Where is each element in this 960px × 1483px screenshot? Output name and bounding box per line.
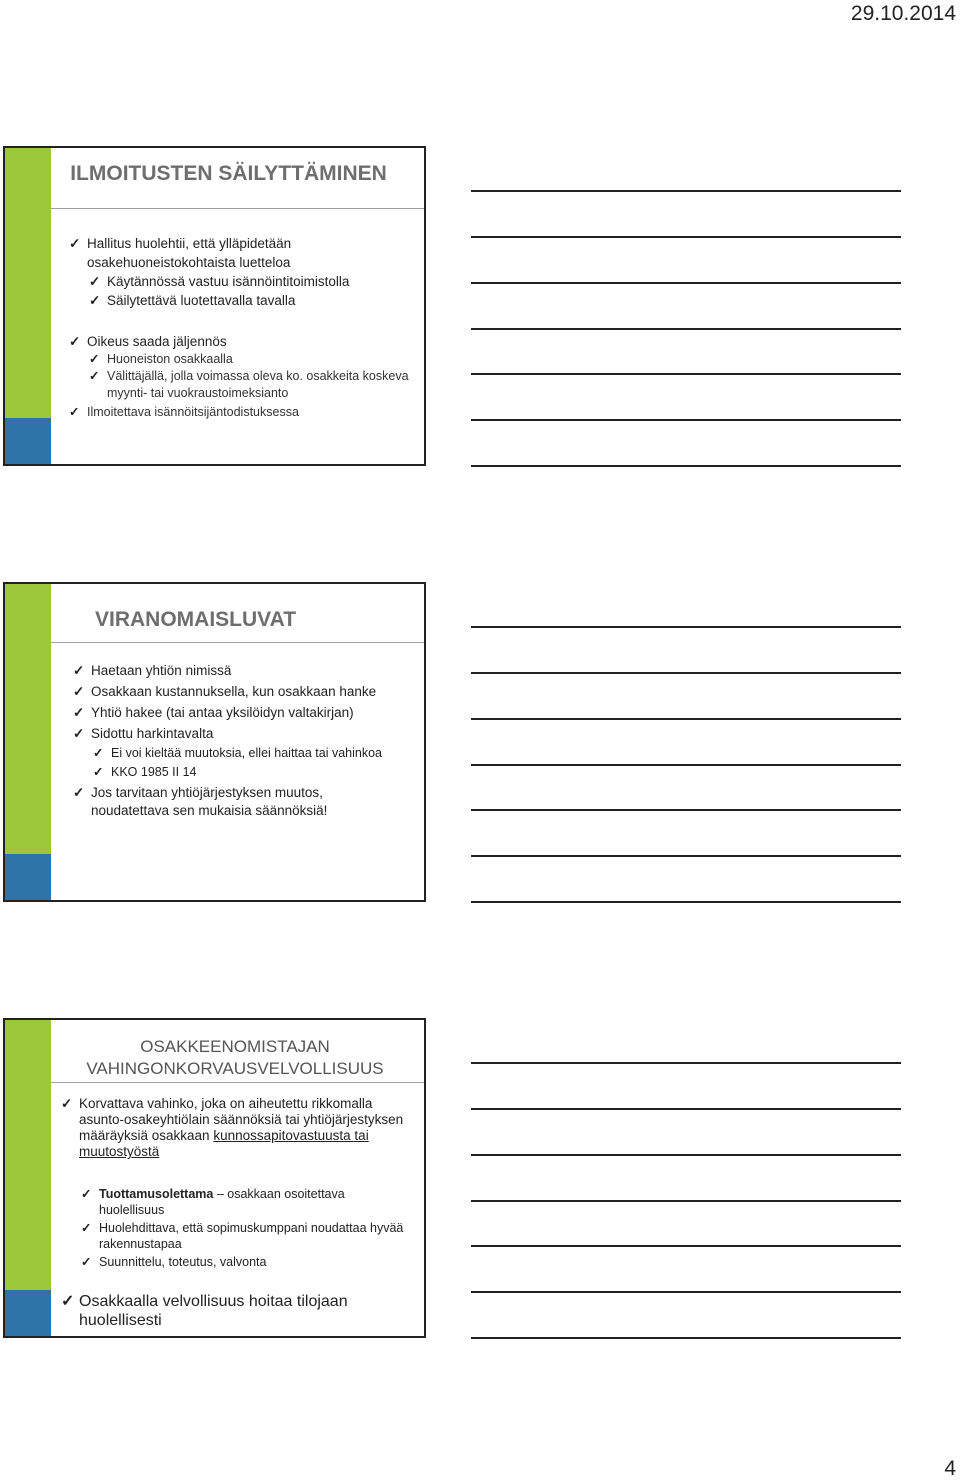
slide-title: OSAKKEENOMISTAJAN VAHINGONKORVAUSVELVOLLISUUS bbox=[86, 1037, 384, 1078]
slide-title: VIRANOMAISLUVAT bbox=[95, 608, 297, 631]
title-underline bbox=[51, 642, 426, 643]
note-line bbox=[471, 465, 901, 467]
bullet-item: ✓ Jos tarvitaan yhtiöjärjestyksen muutos, noudatettava sen mukaisia säännöksiä! bbox=[73, 784, 393, 820]
note-line bbox=[471, 328, 901, 330]
emphasis-text: Tuottamusolettama bbox=[99, 1187, 214, 1201]
sub-bullet-item: ✓ Käytännössä vastuu isännöintitoimistolla bbox=[69, 272, 409, 291]
note-line bbox=[471, 1200, 901, 1202]
accent-bar-blue bbox=[5, 1290, 51, 1336]
bullet-item: ✓ Haetaan yhtiön nimissä bbox=[73, 662, 393, 680]
bullet-text: – osakkaan osoitettava huolellisuus bbox=[99, 1187, 345, 1217]
sub-bullet-item: ✓ Suunnittelu, toteutus, valvonta bbox=[61, 1254, 411, 1270]
bullet-item bbox=[61, 1096, 411, 1160]
bullet-item: ✓ Oikeus saada jäljennös bbox=[69, 332, 409, 351]
bullet-text-underlined: kunnossapitovastuusta tai muutostyöstä bbox=[79, 1128, 369, 1159]
note-line bbox=[471, 419, 901, 421]
slide-content bbox=[69, 234, 409, 421]
accent-bar-green bbox=[5, 148, 51, 464]
bullet-item: ✓ Hallitus huolehtii, että ylläpidetään osakehuoneistokohtaista luetteloa bbox=[69, 234, 409, 272]
title-underline bbox=[51, 1082, 426, 1083]
accent-bar-green bbox=[5, 584, 51, 900]
sub-bullet-item bbox=[61, 1186, 411, 1218]
note-line bbox=[471, 901, 901, 903]
sub-bullet-item: ✓ Välittäjällä, jolla voimassa oleva ko. osakkeita koskeva myynti- tai vuokraustoimeksianto bbox=[69, 368, 409, 402]
bullet-text: Korvattava vahinko, joka on aiheutettu rikkomalla asunto-osakeyhtiölain säännöksiä tai yhtiöjärjestyksen määräyksiä osakkaan bbox=[79, 1096, 404, 1143]
sub-bullet-item: ✓ Huoneiston osakkaalla bbox=[69, 351, 409, 368]
sub-bullet-item: ✓ Säilytettävä luotettavalla tavalla bbox=[69, 291, 409, 310]
note-line bbox=[471, 236, 901, 238]
bullet-item: ✓ Yhtiö hakee (tai antaa yksilöidyn valtakirjan) bbox=[73, 704, 393, 722]
sub-bullet-item: ✓ Huolehdittava, että sopimuskumppani noudattaa hyvää rakennustapaa bbox=[61, 1220, 411, 1252]
sub-bullet-item: ✓ Ei voi kieltää muutoksia, ellei haittaa tai vahinkoa bbox=[73, 745, 393, 762]
bullet-item: ✓ Osakkaalla velvollisuus hoitaa tilojaan huolellisesti bbox=[61, 1292, 411, 1330]
note-line bbox=[471, 1154, 901, 1156]
note-line bbox=[471, 855, 901, 857]
bullet-item: ✓ Osakkaan kustannuksella, kun osakkaan hanke bbox=[73, 683, 393, 701]
slide-viranomaisluvat bbox=[3, 582, 426, 902]
note-line bbox=[471, 282, 901, 284]
accent-bar-green bbox=[5, 1020, 51, 1336]
title-underline bbox=[51, 208, 426, 209]
bullet-item: ✓ Sidottu harkintavalta bbox=[73, 725, 393, 743]
note-line bbox=[471, 1108, 901, 1110]
slide-content bbox=[61, 1096, 411, 1330]
note-line bbox=[471, 1337, 901, 1339]
note-line bbox=[471, 1245, 901, 1247]
note-line bbox=[471, 764, 901, 766]
slide-title: ILMOITUSTEN SÄILYTTÄMINEN bbox=[70, 162, 387, 185]
note-line bbox=[471, 626, 901, 628]
date: 29.10.2014 bbox=[850, 2, 956, 25]
note-line bbox=[471, 809, 901, 811]
slide-ilmoitusten-sailyttaminen bbox=[3, 146, 426, 466]
slide-content bbox=[73, 662, 393, 820]
accent-bar-blue bbox=[5, 854, 51, 900]
note-line bbox=[471, 190, 901, 192]
note-line bbox=[471, 373, 901, 375]
accent-bar-blue bbox=[5, 418, 51, 464]
note-line bbox=[471, 672, 901, 674]
note-line bbox=[471, 1062, 901, 1064]
slide-vahingonkorvausvelvollisuus bbox=[3, 1018, 426, 1338]
note-line bbox=[471, 1291, 901, 1293]
sub-bullet-item: ✓ KKO 1985 II 14 bbox=[73, 764, 393, 781]
note-line bbox=[471, 718, 901, 720]
bullet-item: ✓ Ilmoitettava isännöitsijäntodistuksessa bbox=[69, 404, 409, 421]
page-number: 4 bbox=[944, 1457, 956, 1480]
